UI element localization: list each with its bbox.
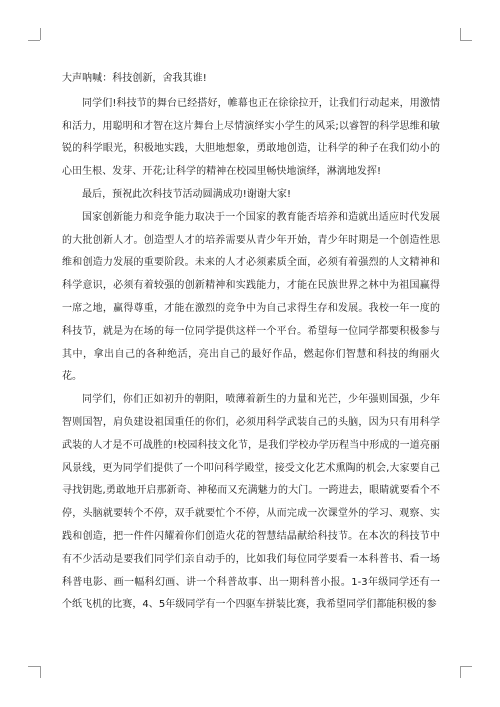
paragraph-innovation: 国家创新能力和竞争能力取决于一个国家的教育能否培养和造就出适应时代发展的大批创新人才。创造型人才的培养需要从青少年开始，青少年时期是一个创造性思维和创造力发展的重要阶段。未来的人才必须素质全面，必须有着强烈的人文精神和科学意识，必须有着较强的创新精神和实践能力，才能在民族世界之林中为祖国赢得一席之地，赢得尊重，才能在激烈的竞争中为自己求得生存和发展。我校一年一度的科技节，就是为在场的每一位同学提供这样一个平台。希望每一位同学都要积极参与其中，拿出自己的各种绝活，亮出自己的最好作品，燃起你们智慧和科技的绚丽火花。 [62, 211, 440, 383]
paragraph-closing-wishes: 最后，预祝此次科技节活动圆满成功!谢谢大家! [82, 188, 292, 200]
crop-mark-bottom-right-v [460, 666, 461, 678]
crop-mark-bottom-left-v [40, 666, 41, 678]
opening-slogan: 大声呐喊：科技创新，舍我其谁! [62, 73, 207, 84]
crop-mark-top-right-v [460, 28, 461, 40]
document-body [62, 68, 440, 617]
crop-mark-bottom-right-h [460, 666, 472, 667]
paragraph-call-to-action: 同学们!科技节的舞台已经搭好，帷幕也正在徐徐拉开，让我们行动起来，用激情和活力，用聪明和才智在这片舞台上尽情演绎实小学生的风采;以睿智的科学思维和敏锐的科学眼光，积极地实践，大胆地想象，勇敢地创造，让科学的种子在我们幼小的心田生根、发芽、开花;让科学的精神在校园里畅快地演绎，淋漓地发挥! [62, 97, 440, 178]
paragraph-students: 同学们，你们正如初升的朝阳，喷薄着新生的力量和光芒，少年强则国强，少年智则国智，肩负建设祖国重任的你们，必须用科学武装自己的头脑，因为只有用科学武装的人才是不可战胜的!校园科技文化节，是我们学校办学历程当中形成的一道亮丽风景线，更为同学们提供了一个叩问科学殿堂，接受文化艺术熏陶的机会,大家要自己寻找钥匙,勇敢地开启那新奇、神秘而又充满魅力的大门。一跨进去，眼睛就要看个不停，头脑就要转个不停，双手就要忙个不停，从而完成一次课堂外的学习、观察、实践和创造，把一件件闪耀着你们创造火花的智慧结晶献给科技节。在本次的科技节中有不少活动是要我们同学们亲自动手的，比如我们每位同学要看一本科普书、看一场科普电影、画一幅科幻画、讲一个科普故事、出一期科普小报。1-3年级同学还有一个纸飞机的比赛，4、5年级同学有一个四驱车拼装比赛，我希望同学们都能积极的参 [62, 394, 440, 611]
crop-mark-top-left-h [28, 40, 40, 41]
crop-mark-top-left-v [40, 28, 41, 40]
crop-mark-top-right-h [460, 40, 472, 41]
crop-mark-bottom-left-h [28, 666, 40, 667]
